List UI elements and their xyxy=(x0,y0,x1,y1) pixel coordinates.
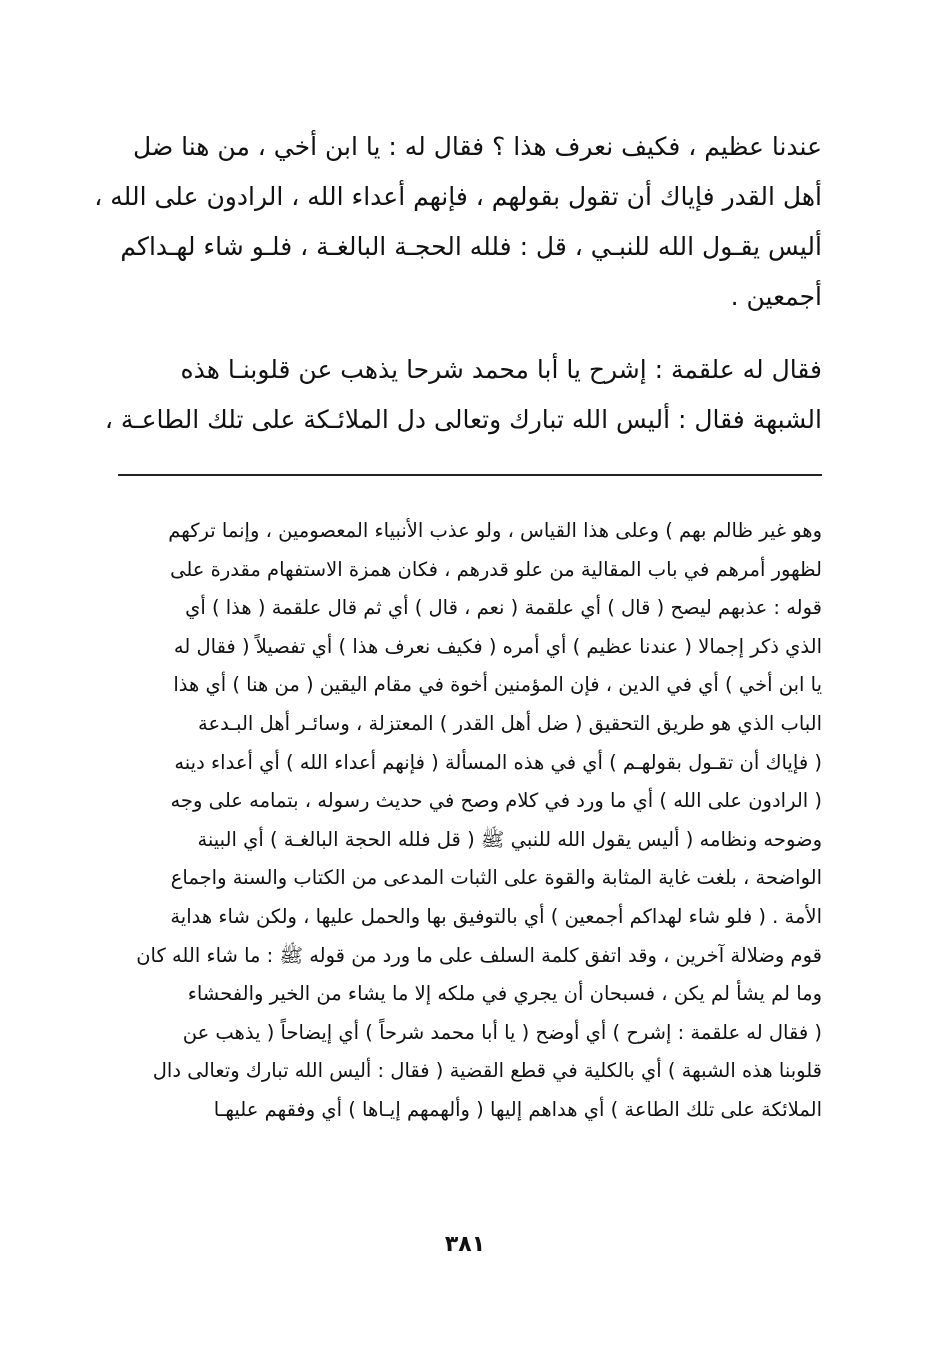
commentary-line: قوم وضلالة آخرين ، وقد اتفق كلمة السلف على ما ورد من قوله ﷺ : ما شاء الله كان xyxy=(136,943,822,967)
main-paragraph-2 xyxy=(92,345,822,445)
commentary-line: لظهور أمرهم في باب المقالية من علو قدرهم ، فكان همزة الاستفهام مقدرة على xyxy=(170,557,822,581)
main-line: عندنا عظيم ، فكيف نعرف هذا ؟ فقال له : يا ابن أخي ، من هنا ضل xyxy=(133,132,822,161)
main-line: أهل القدر فإياك أن تقول بقولهم ، فإنهم أعداء الله ، الرادون على الله ، xyxy=(94,182,822,211)
main-line: الشبهة فقال : أليس الله تبارك وتعالى دل الملائـكة على تلك الطاعـة ، xyxy=(104,405,822,434)
commentary-line: وضوحه ونظامه ( أليس يقول الله للنبي ﷺ ( قل فلله الحجة البالغـة ) أي البينة xyxy=(197,827,822,851)
commentary-line: الذي ذكر إجمالا ( عندنا عظيم ) أي أمره ( فكيف نعرف هذا ) أي تفصيلاً ( فقال له xyxy=(173,634,822,658)
commentary-line: الواضحة ، بلغت غاية المثابة والقوة على الثبات المدعى من الكتاب والسنة واجماع xyxy=(170,866,822,890)
commentary-block xyxy=(92,512,822,1130)
commentary-line: وهو غير ظالم بهم ) وعلى هذا القياس ، ولو عذب الأنبياء المعصومين ، وإنما تركهم xyxy=(168,519,822,542)
main-paragraph-1 xyxy=(92,122,822,322)
commentary-line: يا ابن أخي ) أي في الدين ، فإن المؤمنين أخوة في مقام اليقين ( من هنا ) أي هذا xyxy=(173,673,822,697)
page-number: ٣٨١ xyxy=(444,1232,486,1257)
commentary-line: وما لم يشأ لم يكن ، فسبحان أن يجري في ملكه إلا ما يشاء من الخير والفحشاء xyxy=(187,982,822,1006)
commentary-line: قوله : عذبهم ليصح ( قال ) أي علقمة ( نعم ، قال ) أي ثم قال علقمة ( هذا ) أي xyxy=(185,596,822,620)
footnote-divider xyxy=(118,474,822,476)
main-line: أليس يقـول الله للنبـي ، قل : فلله الحجـة البالغـة ، فلـو شاء لهـداكم xyxy=(120,232,822,261)
commentary-line: قلوبنا هذه الشبهة ) أي بالكلية في قطع القضية ( فقال : أليس الله تبارك وتعالى دال xyxy=(152,1059,822,1083)
main-line: فقال له علقمة : إشرح يا أبا محمد شرحا يذهب عن قلوبنـا هذه xyxy=(180,355,822,384)
commentary-line: الأمة . ( فلو شاء لهداكم أجمعين ) أي بالتوفيق بها والحمل عليها ، ولكن شاء هداية xyxy=(170,904,822,928)
commentary-line: الباب الذي هو طريق التحقيق ( ضل أهل القدر ) المعتزلة ، وسائـر أهل البـدعة xyxy=(198,711,822,735)
commentary-line: ( فإياك أن تقـول بقولهـم ) أي في هذه المسألة ( فإنهم أعداء الله ) أي أعداء دينه xyxy=(174,750,822,774)
commentary-line: الملائكة على تلك الطاعة ) أي هداهم إليها ( وألهمهم إيـاها ) أي وفقهم عليهـا xyxy=(213,1097,822,1121)
main-line: أجمعين . xyxy=(730,282,822,311)
commentary-line: ( الرادون على الله ) أي ما ورد في كلام وصح في حديث رسوله ، بتمامه على وجه xyxy=(170,789,822,813)
commentary-line: ( فقال له علقمة : إشرح ) أي أوضح ( يا أبا محمد شرحاً ) أي إيضاحاً ( يذهب عن xyxy=(182,1020,822,1044)
